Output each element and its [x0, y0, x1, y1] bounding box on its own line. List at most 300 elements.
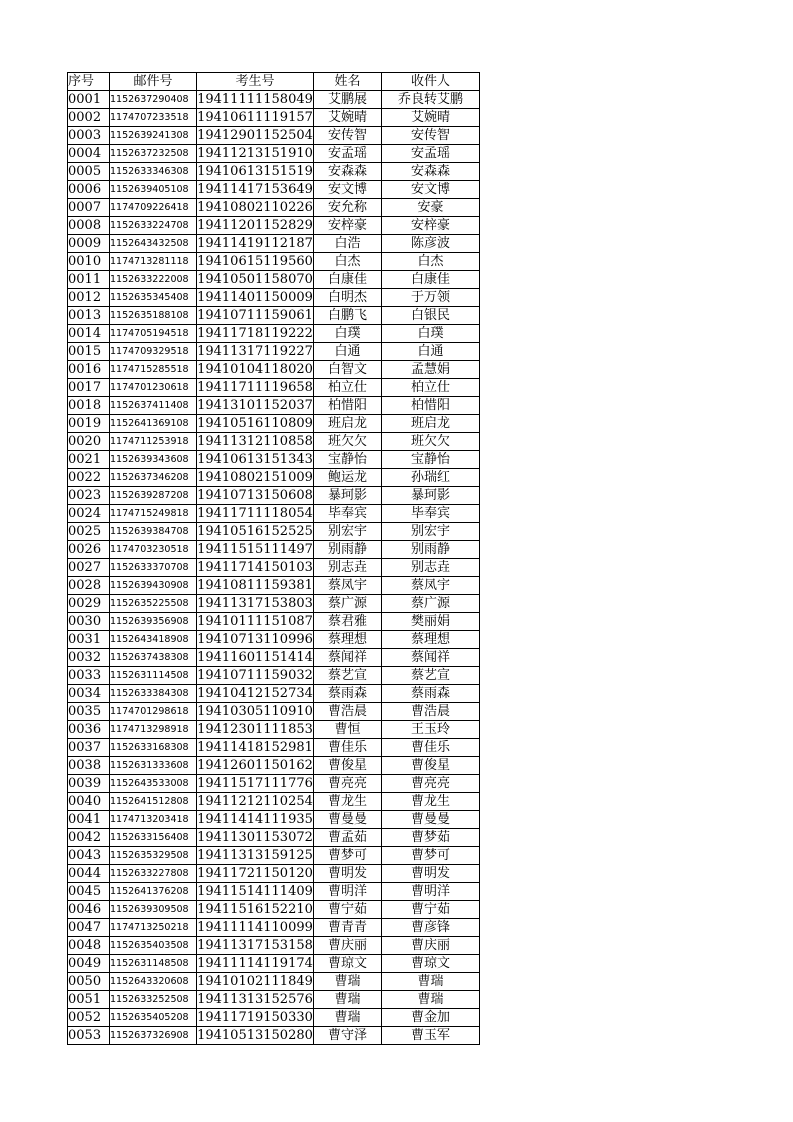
- seq-cell: 0035: [68, 703, 110, 721]
- seq-cell: 0031: [68, 631, 110, 649]
- exam-number-cell: 19411301153072: [197, 830, 313, 845]
- seq-cell: 0026: [68, 541, 110, 559]
- name-cell: 白通: [314, 343, 382, 361]
- recipient-cell: 蔡理想: [382, 631, 480, 649]
- table-row: [68, 901, 480, 919]
- recipient-cell: 曹彦锋: [382, 919, 480, 937]
- exam-number-cell: 19412301111853: [197, 722, 313, 737]
- table-row: [68, 433, 480, 451]
- header-mail: 邮件号: [110, 73, 197, 91]
- exam-number-cell: 19411313159125: [197, 848, 313, 863]
- recipient-cell: 曹梦可: [382, 847, 480, 865]
- recipient-cell: 蔡艺宣: [382, 667, 480, 685]
- mail-number-cell: 1174701230618: [110, 379, 197, 397]
- mail-number-cell: 1152639309508: [110, 901, 197, 919]
- exam-number-cell: 19410613151343: [197, 452, 313, 467]
- table-body: [68, 91, 480, 1045]
- name-cell: 班欠欠: [314, 433, 382, 451]
- header-row: [68, 73, 480, 91]
- mail-number-cell: 1174709226418: [110, 199, 197, 217]
- table-row: [68, 109, 480, 127]
- seq-cell: 0042: [68, 829, 110, 847]
- seq-cell: 0008: [68, 217, 110, 235]
- name-cell: 蔡理想: [314, 631, 382, 649]
- seq-cell: 0030: [68, 613, 110, 631]
- name-cell: 暴珂影: [314, 487, 382, 505]
- seq-cell: 0038: [68, 757, 110, 775]
- mail-number-cell: 1152633252508: [110, 991, 197, 1009]
- table-row: [68, 577, 480, 595]
- recipient-cell: 艾婉晴: [382, 109, 480, 127]
- exam-number-cell: 19411317119227: [197, 344, 313, 359]
- name-cell: 安传智: [314, 127, 382, 145]
- exam-number-cell: 19410711159061: [197, 308, 313, 323]
- name-cell: 蔡广源: [314, 595, 382, 613]
- table-row: [68, 127, 480, 145]
- exam-number-cell: 19411517111776: [197, 776, 313, 791]
- mail-number-cell: 1174703230518: [110, 541, 197, 559]
- mail-number-cell: 1174713250218: [110, 919, 197, 937]
- recipient-cell: 曹俊星: [382, 757, 480, 775]
- seq-cell: 0040: [68, 793, 110, 811]
- exam-number-cell: 19411516152210: [197, 902, 313, 917]
- header-name: 姓名: [314, 73, 382, 91]
- recipient-cell: 暴珂影: [382, 487, 480, 505]
- name-cell: 曹瑞: [314, 973, 382, 991]
- exam-number-cell: 19410516110809: [197, 416, 313, 431]
- exam-number-cell: 19411418152981: [197, 740, 313, 755]
- exam-number-cell: 19411515111497: [197, 542, 313, 557]
- mail-number-cell: 1152637346208: [110, 469, 197, 487]
- seq-cell: 0017: [68, 379, 110, 397]
- mail-number-cell: 1152639343608: [110, 451, 197, 469]
- mail-number-cell: 1152633224708: [110, 217, 197, 235]
- seq-cell: 0007: [68, 199, 110, 217]
- mail-number-cell: 1152641512808: [110, 793, 197, 811]
- seq-cell: 0033: [68, 667, 110, 685]
- mail-number-cell: 1152643432508: [110, 235, 197, 253]
- exam-number-cell: 19411417153649: [197, 182, 313, 197]
- recipient-cell: 曹玉军: [382, 1027, 480, 1045]
- recipient-cell: 樊丽娟: [382, 613, 480, 631]
- recipient-cell: 曹龙生: [382, 793, 480, 811]
- name-cell: 白杰: [314, 253, 382, 271]
- name-cell: 曹守泽: [314, 1027, 382, 1045]
- mail-number-cell: 1152635405208: [110, 1009, 197, 1027]
- seq-cell: 0029: [68, 595, 110, 613]
- recipient-cell: 孙瑞红: [382, 469, 480, 487]
- seq-cell: 0028: [68, 577, 110, 595]
- exam-number-cell: 19410811159381: [197, 578, 313, 593]
- table-row: [68, 559, 480, 577]
- table-row: [68, 991, 480, 1009]
- exam-number-cell: 19410501158070: [197, 272, 313, 287]
- seq-cell: 0046: [68, 901, 110, 919]
- mail-number-cell: 1152633156408: [110, 829, 197, 847]
- exam-number-cell: 19410102111849: [197, 974, 313, 989]
- name-cell: 蔡艺宣: [314, 667, 382, 685]
- mail-number-cell: 1152639384708: [110, 523, 197, 541]
- table-row: [68, 541, 480, 559]
- name-cell: 别志垚: [314, 559, 382, 577]
- exam-number-cell: 19410412152734: [197, 686, 313, 701]
- seq-cell: 0016: [68, 361, 110, 379]
- mail-number-cell: 1152643533008: [110, 775, 197, 793]
- table-row: [68, 343, 480, 361]
- table-row: [68, 757, 480, 775]
- table-row: [68, 523, 480, 541]
- exam-number-cell: 19411718119222: [197, 326, 313, 341]
- mail-number-cell: 1152641369108: [110, 415, 197, 433]
- recipient-cell: 安豪: [382, 199, 480, 217]
- exam-number-cell: 19411317153158: [197, 938, 313, 953]
- name-cell: 艾婉晴: [314, 109, 382, 127]
- recipient-cell: 白杰: [382, 253, 480, 271]
- seq-cell: 0037: [68, 739, 110, 757]
- name-cell: 曹庆丽: [314, 937, 382, 955]
- name-cell: 曹俊星: [314, 757, 382, 775]
- table-row: [68, 883, 480, 901]
- table-row: [68, 505, 480, 523]
- recipient-cell: 曹浩晨: [382, 703, 480, 721]
- exam-number-cell: 19411313152576: [197, 992, 313, 1007]
- table-row: [68, 307, 480, 325]
- exam-number-cell: 19411419112187: [197, 236, 313, 251]
- table-row: [68, 937, 480, 955]
- exam-number-cell: 19410802110226: [197, 200, 313, 215]
- mail-number-cell: 1152635225508: [110, 595, 197, 613]
- table-row: [68, 91, 480, 109]
- name-cell: 白璞: [314, 325, 382, 343]
- mail-number-cell: 1152637438308: [110, 649, 197, 667]
- mail-number-cell: 1152635345408: [110, 289, 197, 307]
- seq-cell: 0012: [68, 289, 110, 307]
- recipient-cell: 安梓豪: [382, 217, 480, 235]
- exam-number-cell: 19410713150608: [197, 488, 313, 503]
- seq-cell: 0003: [68, 127, 110, 145]
- exam-number-cell: 19411212110254: [197, 794, 313, 809]
- name-cell: 曹明发: [314, 865, 382, 883]
- name-cell: 班启龙: [314, 415, 382, 433]
- mail-number-cell: 1152639430908: [110, 577, 197, 595]
- recipient-cell: 蔡雨森: [382, 685, 480, 703]
- seq-cell: 0049: [68, 955, 110, 973]
- recipient-cell: 曹梦茹: [382, 829, 480, 847]
- recipient-cell: 白通: [382, 343, 480, 361]
- mail-number-cell: 1152633370708: [110, 559, 197, 577]
- mail-list-table: [67, 72, 480, 1045]
- exam-number-cell: 19411414111935: [197, 812, 313, 827]
- recipient-cell: 宝静怡: [382, 451, 480, 469]
- name-cell: 宝静怡: [314, 451, 382, 469]
- exam-number-cell: 19411213151910: [197, 146, 313, 161]
- name-cell: 蔡闻祥: [314, 649, 382, 667]
- name-cell: 曹龙生: [314, 793, 382, 811]
- name-cell: 白智文: [314, 361, 382, 379]
- table-row: [68, 685, 480, 703]
- mail-number-cell: 1152633346308: [110, 163, 197, 181]
- recipient-cell: 白康佳: [382, 271, 480, 289]
- table-row: [68, 217, 480, 235]
- name-cell: 曹佳乐: [314, 739, 382, 757]
- name-cell: 曹亮亮: [314, 775, 382, 793]
- seq-cell: 0024: [68, 505, 110, 523]
- seq-cell: 0036: [68, 721, 110, 739]
- name-cell: 蔡雨森: [314, 685, 382, 703]
- seq-cell: 0004: [68, 145, 110, 163]
- table-row: [68, 271, 480, 289]
- recipient-cell: 曹亮亮: [382, 775, 480, 793]
- mail-number-cell: 1152637411408: [110, 397, 197, 415]
- mail-number-cell: 1152633384308: [110, 685, 197, 703]
- mail-number-cell: 1174711253918: [110, 433, 197, 451]
- recipient-cell: 曹曼曼: [382, 811, 480, 829]
- seq-cell: 0002: [68, 109, 110, 127]
- recipient-cell: 毕奉宾: [382, 505, 480, 523]
- seq-cell: 0022: [68, 469, 110, 487]
- table-row: [68, 613, 480, 631]
- name-cell: 曹瑞: [314, 1009, 382, 1027]
- recipient-cell: 于万领: [382, 289, 480, 307]
- recipient-cell: 别宏宇: [382, 523, 480, 541]
- seq-cell: 0015: [68, 343, 110, 361]
- table-row: [68, 739, 480, 757]
- recipient-cell: 白璞: [382, 325, 480, 343]
- exam-number-cell: 19412601150162: [197, 758, 313, 773]
- table-row: [68, 235, 480, 253]
- mail-number-cell: 1152639241308: [110, 127, 197, 145]
- mail-number-cell: 1152643320608: [110, 973, 197, 991]
- seq-cell: 0039: [68, 775, 110, 793]
- header-exam: 考生号: [197, 73, 314, 91]
- exam-number-cell: 19411711118054: [197, 506, 313, 521]
- seq-cell: 0051: [68, 991, 110, 1009]
- exam-number-cell: 19410111151087: [197, 614, 313, 629]
- mail-number-cell: 1152643418908: [110, 631, 197, 649]
- seq-cell: 0018: [68, 397, 110, 415]
- exam-number-cell: 19410615119560: [197, 254, 313, 269]
- recipient-cell: 安森森: [382, 163, 480, 181]
- exam-number-cell: 19411514111409: [197, 884, 313, 899]
- seq-cell: 0019: [68, 415, 110, 433]
- exam-number-cell: 19410305110910: [197, 704, 313, 719]
- seq-cell: 0006: [68, 181, 110, 199]
- recipient-cell: 班欠欠: [382, 433, 480, 451]
- exam-number-cell: 19410104118020: [197, 362, 313, 377]
- exam-number-cell: 19410713110996: [197, 632, 313, 647]
- recipient-cell: 曹宁茹: [382, 901, 480, 919]
- seq-cell: 0020: [68, 433, 110, 451]
- seq-cell: 0041: [68, 811, 110, 829]
- seq-cell: 0034: [68, 685, 110, 703]
- seq-cell: 0001: [68, 91, 110, 109]
- mail-number-cell: 1152637326908: [110, 1027, 197, 1045]
- seq-cell: 0011: [68, 271, 110, 289]
- mail-number-cell: 1174705194518: [110, 325, 197, 343]
- table-row: [68, 973, 480, 991]
- exam-number-cell: 19410711159032: [197, 668, 313, 683]
- table-row: [68, 289, 480, 307]
- table-row: [68, 451, 480, 469]
- exam-number-cell: 19410513150280: [197, 1028, 313, 1043]
- mail-number-cell: 1152635329508: [110, 847, 197, 865]
- mail-number-cell: 1152633227808: [110, 865, 197, 883]
- mail-number-cell: 1174713298918: [110, 721, 197, 739]
- recipient-cell: 曹明发: [382, 865, 480, 883]
- name-cell: 艾鹏展: [314, 91, 382, 109]
- name-cell: 曹瑞: [314, 991, 382, 1009]
- table-row: [68, 163, 480, 181]
- seq-cell: 0023: [68, 487, 110, 505]
- seq-cell: 0044: [68, 865, 110, 883]
- seq-cell: 0005: [68, 163, 110, 181]
- mail-number-cell: 1152631333608: [110, 757, 197, 775]
- seq-cell: 0043: [68, 847, 110, 865]
- recipient-cell: 安传智: [382, 127, 480, 145]
- name-cell: 柏立仕: [314, 379, 382, 397]
- table-row: [68, 829, 480, 847]
- seq-cell: 0025: [68, 523, 110, 541]
- recipient-cell: 别雨静: [382, 541, 480, 559]
- table-row: [68, 325, 480, 343]
- recipient-cell: 曹金加: [382, 1009, 480, 1027]
- exam-number-cell: 19410802151009: [197, 470, 313, 485]
- table-row: [68, 379, 480, 397]
- table-row: [68, 595, 480, 613]
- table-row: [68, 721, 480, 739]
- seq-cell: 0048: [68, 937, 110, 955]
- table-row: [68, 181, 480, 199]
- recipient-cell: 蔡凤宇: [382, 577, 480, 595]
- table-row: [68, 811, 480, 829]
- recipient-cell: 安文博: [382, 181, 480, 199]
- table-row: [68, 775, 480, 793]
- mail-number-cell: 1174707233518: [110, 109, 197, 127]
- recipient-cell: 陈彦波: [382, 235, 480, 253]
- seq-cell: 0045: [68, 883, 110, 901]
- table-row: [68, 649, 480, 667]
- mail-number-cell: 1174713203418: [110, 811, 197, 829]
- mail-number-cell: 1152633168308: [110, 739, 197, 757]
- table-row: [68, 1027, 480, 1045]
- recipient-cell: 曹佳乐: [382, 739, 480, 757]
- table-row: [68, 793, 480, 811]
- table-row: [68, 847, 480, 865]
- name-cell: 白明杰: [314, 289, 382, 307]
- mail-number-cell: 1152631114508: [110, 667, 197, 685]
- seq-cell: 0021: [68, 451, 110, 469]
- table-row: [68, 145, 480, 163]
- seq-cell: 0013: [68, 307, 110, 325]
- name-cell: 曹曼曼: [314, 811, 382, 829]
- name-cell: 曹明洋: [314, 883, 382, 901]
- table-row: [68, 361, 480, 379]
- recipient-cell: 王玉玲: [382, 721, 480, 739]
- name-cell: 别宏宇: [314, 523, 382, 541]
- recipient-cell: 曹琼文: [382, 955, 480, 973]
- name-cell: 毕奉宾: [314, 505, 382, 523]
- recipient-cell: 安孟瑶: [382, 145, 480, 163]
- seq-cell: 0014: [68, 325, 110, 343]
- exam-number-cell: 19411114119174: [197, 956, 313, 971]
- table-row: [68, 631, 480, 649]
- seq-cell: 0047: [68, 919, 110, 937]
- name-cell: 安森森: [314, 163, 382, 181]
- mail-number-cell: 1174715285518: [110, 361, 197, 379]
- mail-number-cell: 1152633222008: [110, 271, 197, 289]
- mail-number-cell: 1152637232508: [110, 145, 197, 163]
- seq-cell: 0009: [68, 235, 110, 253]
- table-row: [68, 397, 480, 415]
- mail-number-cell: 1152639405108: [110, 181, 197, 199]
- recipient-cell: 乔良转艾鹏: [382, 91, 480, 109]
- header-seq: 序号: [68, 73, 110, 91]
- exam-number-cell: 19411401150009: [197, 290, 313, 305]
- recipient-cell: 曹明洋: [382, 883, 480, 901]
- mail-number-cell: 1152637290408: [110, 91, 197, 109]
- exam-number-cell: 19411312110858: [197, 434, 313, 449]
- exam-number-cell: 19411114110099: [197, 920, 313, 935]
- exam-number-cell: 19411317153803: [197, 596, 313, 611]
- mail-number-cell: 1152635403508: [110, 937, 197, 955]
- table-row: [68, 703, 480, 721]
- recipient-cell: 孟慧娟: [382, 361, 480, 379]
- recipient-cell: 蔡广源: [382, 595, 480, 613]
- seq-cell: 0052: [68, 1009, 110, 1027]
- recipient-cell: 班启龙: [382, 415, 480, 433]
- exam-number-cell: 19411601151414: [197, 650, 313, 665]
- name-cell: 曹浩晨: [314, 703, 382, 721]
- table-row: [68, 919, 480, 937]
- name-cell: 曹琼文: [314, 955, 382, 973]
- table-row: [68, 865, 480, 883]
- exam-number-cell: 19411719150330: [197, 1010, 313, 1025]
- recipient-cell: 白银民: [382, 307, 480, 325]
- recipient-cell: 曹瑞: [382, 973, 480, 991]
- name-cell: 别雨静: [314, 541, 382, 559]
- table-row: [68, 253, 480, 271]
- seq-cell: 0010: [68, 253, 110, 271]
- mail-number-cell: 1152639356908: [110, 613, 197, 631]
- name-cell: 曹宁茹: [314, 901, 382, 919]
- recipient-cell: 柏立仕: [382, 379, 480, 397]
- exam-number-cell: 19411714150103: [197, 560, 313, 575]
- exam-number-cell: 19411201152829: [197, 218, 313, 233]
- table-row: [68, 415, 480, 433]
- name-cell: 安梓豪: [314, 217, 382, 235]
- header-recipient: 收件人: [382, 73, 480, 91]
- seq-cell: 0053: [68, 1027, 110, 1045]
- exam-number-cell: 19410613151519: [197, 164, 313, 179]
- recipient-cell: 曹瑞: [382, 991, 480, 1009]
- name-cell: 安孟瑶: [314, 145, 382, 163]
- name-cell: 蔡君雅: [314, 613, 382, 631]
- name-cell: 安文博: [314, 181, 382, 199]
- exam-number-cell: 19411711119658: [197, 380, 313, 395]
- table-row: [68, 667, 480, 685]
- recipient-cell: 曹庆丽: [382, 937, 480, 955]
- exam-number-cell: 19412901152504: [197, 128, 313, 143]
- table-row: [68, 1009, 480, 1027]
- exam-number-cell: 19410516152525: [197, 524, 313, 539]
- seq-cell: 0050: [68, 973, 110, 991]
- name-cell: 曹梦可: [314, 847, 382, 865]
- recipient-cell: 别志垚: [382, 559, 480, 577]
- exam-number-cell: 19410611119157: [197, 110, 313, 125]
- table-row: [68, 955, 480, 973]
- mail-number-cell: 1174713281118: [110, 253, 197, 271]
- name-cell: 鲍运龙: [314, 469, 382, 487]
